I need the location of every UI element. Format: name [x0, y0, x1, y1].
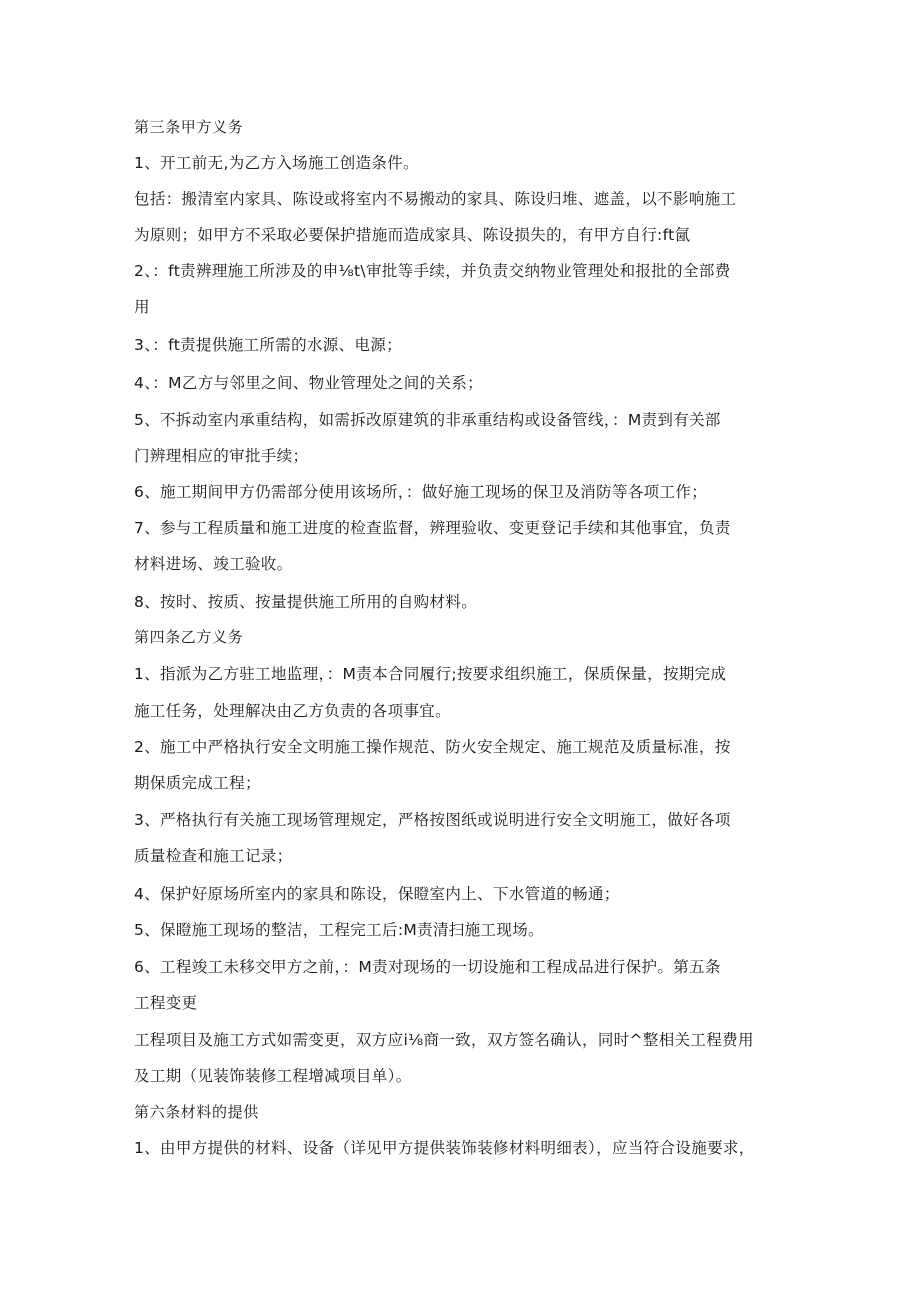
paragraph-line: 7、参与工程质量和施工进度的检查监督，辨理验收、变更登记手续和其他事宜，负责 [134, 519, 731, 537]
paragraph-line: 材料进场、竣工验收。 [134, 555, 293, 573]
paragraph-line: 1、开工前无,为乙方入场施工创造条件。 [134, 154, 419, 172]
paragraph-line: 用 [134, 298, 150, 316]
paragraph-line: 8、按时、按质、按量提供施工所用的自购材料。 [134, 593, 478, 611]
paragraph-line: 2、：ft责辨理施工所涉及的申⅛t\审批等手续，并负责交纳物业管理处和报批的全部费 [134, 262, 731, 280]
article-4-heading: 第四条乙方义务 [134, 628, 244, 646]
paragraph-line: 6、工程竣工未移交甲方之前，：M责对现场的一切设施和工程成品进行保护。第五条 [134, 958, 721, 976]
paragraph-line: 2、施工中严格执行安全文明施工操作规范、防火安全规定、施工规范及质量标准，按 [134, 738, 731, 756]
paragraph-line: 4、保护好原场所室内的家具和陈设，保瞪室内上、下水管道的畅通； [134, 885, 620, 903]
paragraph-line: 包括：搬清室内家具、陈设或将室内不易搬动的家具、陈设归堆、遮盖，以不影响施工 [134, 190, 737, 208]
article-6-heading: 第六条材料的提供 [134, 1103, 259, 1121]
paragraph-line: 4、：M乙方与邻里之间、物业管理处之间的关系； [134, 374, 484, 392]
paragraph-line: 期保质完成工程； [134, 774, 261, 792]
paragraph-line: 施工任务，处理解决由乙方负责的各项事宜。 [134, 702, 452, 720]
article-3-heading: 第三条甲方义务 [134, 118, 244, 136]
paragraph-line: 1、指派为乙方驻工地监理，：M责本合同履行;按要求组织施工，保质保量，按期完成 [134, 665, 727, 683]
article-5-heading: 工程变更 [134, 994, 198, 1012]
paragraph-line: 1、由甲方提供的材料、设备（详见甲方提供装饰装修材料明细表），应当符合设施要求， [134, 1139, 755, 1157]
paragraph-line: 为原则；如甲方不采取必要保护措施而造成家具、陈设损失的，有甲方自行:ft氤 [134, 226, 691, 244]
paragraph-line: 门辨理相应的审批手续； [134, 447, 309, 465]
paragraph-line: 质量检查和施工记录； [134, 847, 293, 865]
paragraph-line: 5、保瞪施工现场的整洁，工程完工后:M责清扫施工现场。 [134, 921, 544, 939]
paragraph-line: 3、：ft责提供施工所需的水源、电源； [134, 336, 403, 354]
paragraph-line: 5、不拆动室内承重结构，如需拆改原建筑的非承重结构或设备管线，：M责到有关部 [134, 411, 721, 429]
paragraph-line: 3、严格执行有关施工现场管理规定，严格按图纸或说明进行安全文明施工，做好各项 [134, 811, 731, 829]
paragraph-line: 及工期（见装饰装修工程增减项目单）。 [134, 1067, 412, 1085]
paragraph-line: 工程项目及施工方式如需变更，双方应i⅛商一致，双方签名确认，同时^整相关工程费用 [134, 1031, 754, 1049]
paragraph-line: 6、施工期间甲方仍需部分使用该场所，：做好施工现场的保卫及消防等各项工作； [134, 483, 708, 501]
